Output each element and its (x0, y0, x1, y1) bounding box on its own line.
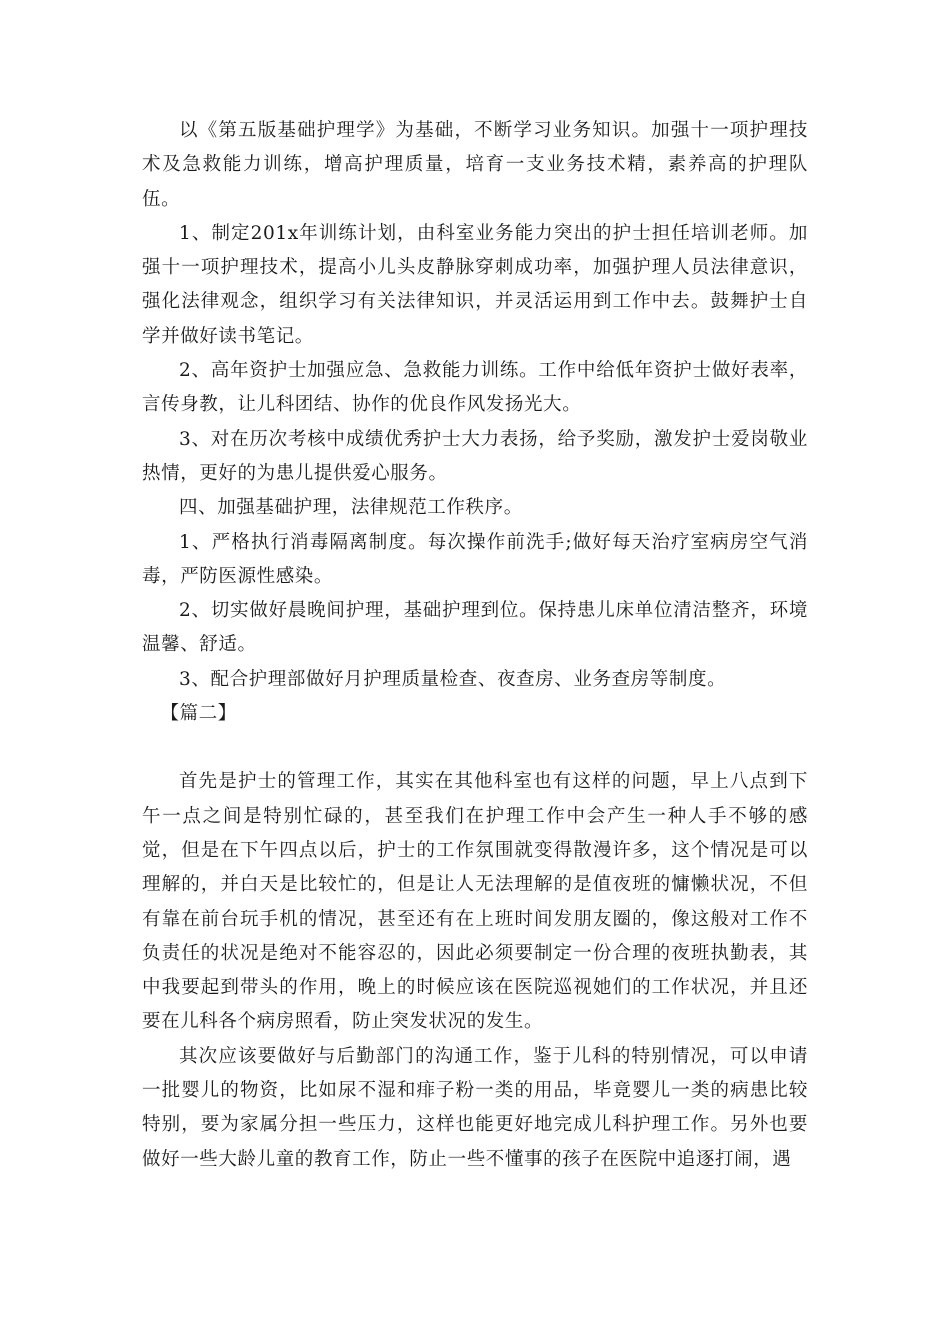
section-heading-four: 四、加强基础护理，法律规范工作秩序。 (179, 497, 523, 519)
paragraph-item-4-2: 2、切实做好晨晚间护理，基础护理到位。保持患儿床单位清洁整齐，环境温馨、舒适。 (142, 600, 808, 656)
paragraph-intro: 以《第五版基础护理学》为基础，不断学习业务知识。加强十一项护理技术及急救能力训练，增高护理质量，培育一支业务技术精，素养高的护理队伍。 (142, 120, 808, 210)
blank-line (142, 731, 808, 765)
paragraph-part2-2: 其次应该要做好与后勤部门的沟通工作，鉴于儿科的特别情况，可以申请一批婴儿的物资，比如尿不湿和痱子粉一类的用品，毕竟婴儿一类的病患比较特别，要为家属分担一些压力，这样也能更好地完成儿科护理工作。另外也要做好一些大龄儿童的教育工作，防止一些不懂事的孩子在医院中追逐打闹，遇 (142, 1045, 808, 1170)
paragraph-item-2: 2、高年资护士加强应急、急救能力训练。工作中给低年资护士做好表率，言传身教，让儿科团结、协作的优良作风发扬光大。 (142, 360, 808, 416)
paragraph-part2-1: 首先是护士的管理工作，其实在其他科室也有这样的问题，早上八点到下午一点之间是特别忙碌的，甚至我们在护理工作中会产生一种人手不够的感觉，但是在下午四点以后，护士的工作氛围就变得散漫许多，这个情况是可以理解的，并白天是比较忙的，但是让人无法理解的是值夜班的慵懒状况，不但有靠在前台玩手机的情况，甚至还有在上班时间发朋友圈的，像这般对工作不负责任的状况是绝对不能容忍的，因此必须要制定一份合理的夜班执勤表，其中我要起到带头的作用，晚上的时候应该在医院巡视她们的工作状况，并且还要在儿科各个病房照看，防止突发状况的发生。 (142, 771, 808, 1033)
paragraph-item-3: 3、对在历次考核中成绩优秀护士大力表扬，给予奖励，激发护士爱岗敬业热情，更好的为患儿提供爱心服务。 (142, 428, 808, 484)
paragraph-item-1: 1、制定201x年训练计划，由科室业务能力突出的护士担任培训老师。加强十一项护理技术，提高小儿头皮静脉穿刺成功率，加强护理人员法律意识，强化法律观念，组织学习有关法律知识，并灵活运用到工作中去。鼓舞护士自学并做好读书笔记。 (142, 222, 808, 347)
paragraph-item-4-1: 1、严格执行消毒隔离制度。每次操作前洗手;做好每天治疗室病房空气消毒，严防医源性感染。 (142, 531, 808, 587)
document-body (142, 114, 808, 1177)
paragraph-item-4-3: 3、配合护理部做好月护理质量检查、夜查房、业务查房等制度。 (179, 668, 727, 690)
section-tag: 【篇二】 (160, 703, 237, 725)
